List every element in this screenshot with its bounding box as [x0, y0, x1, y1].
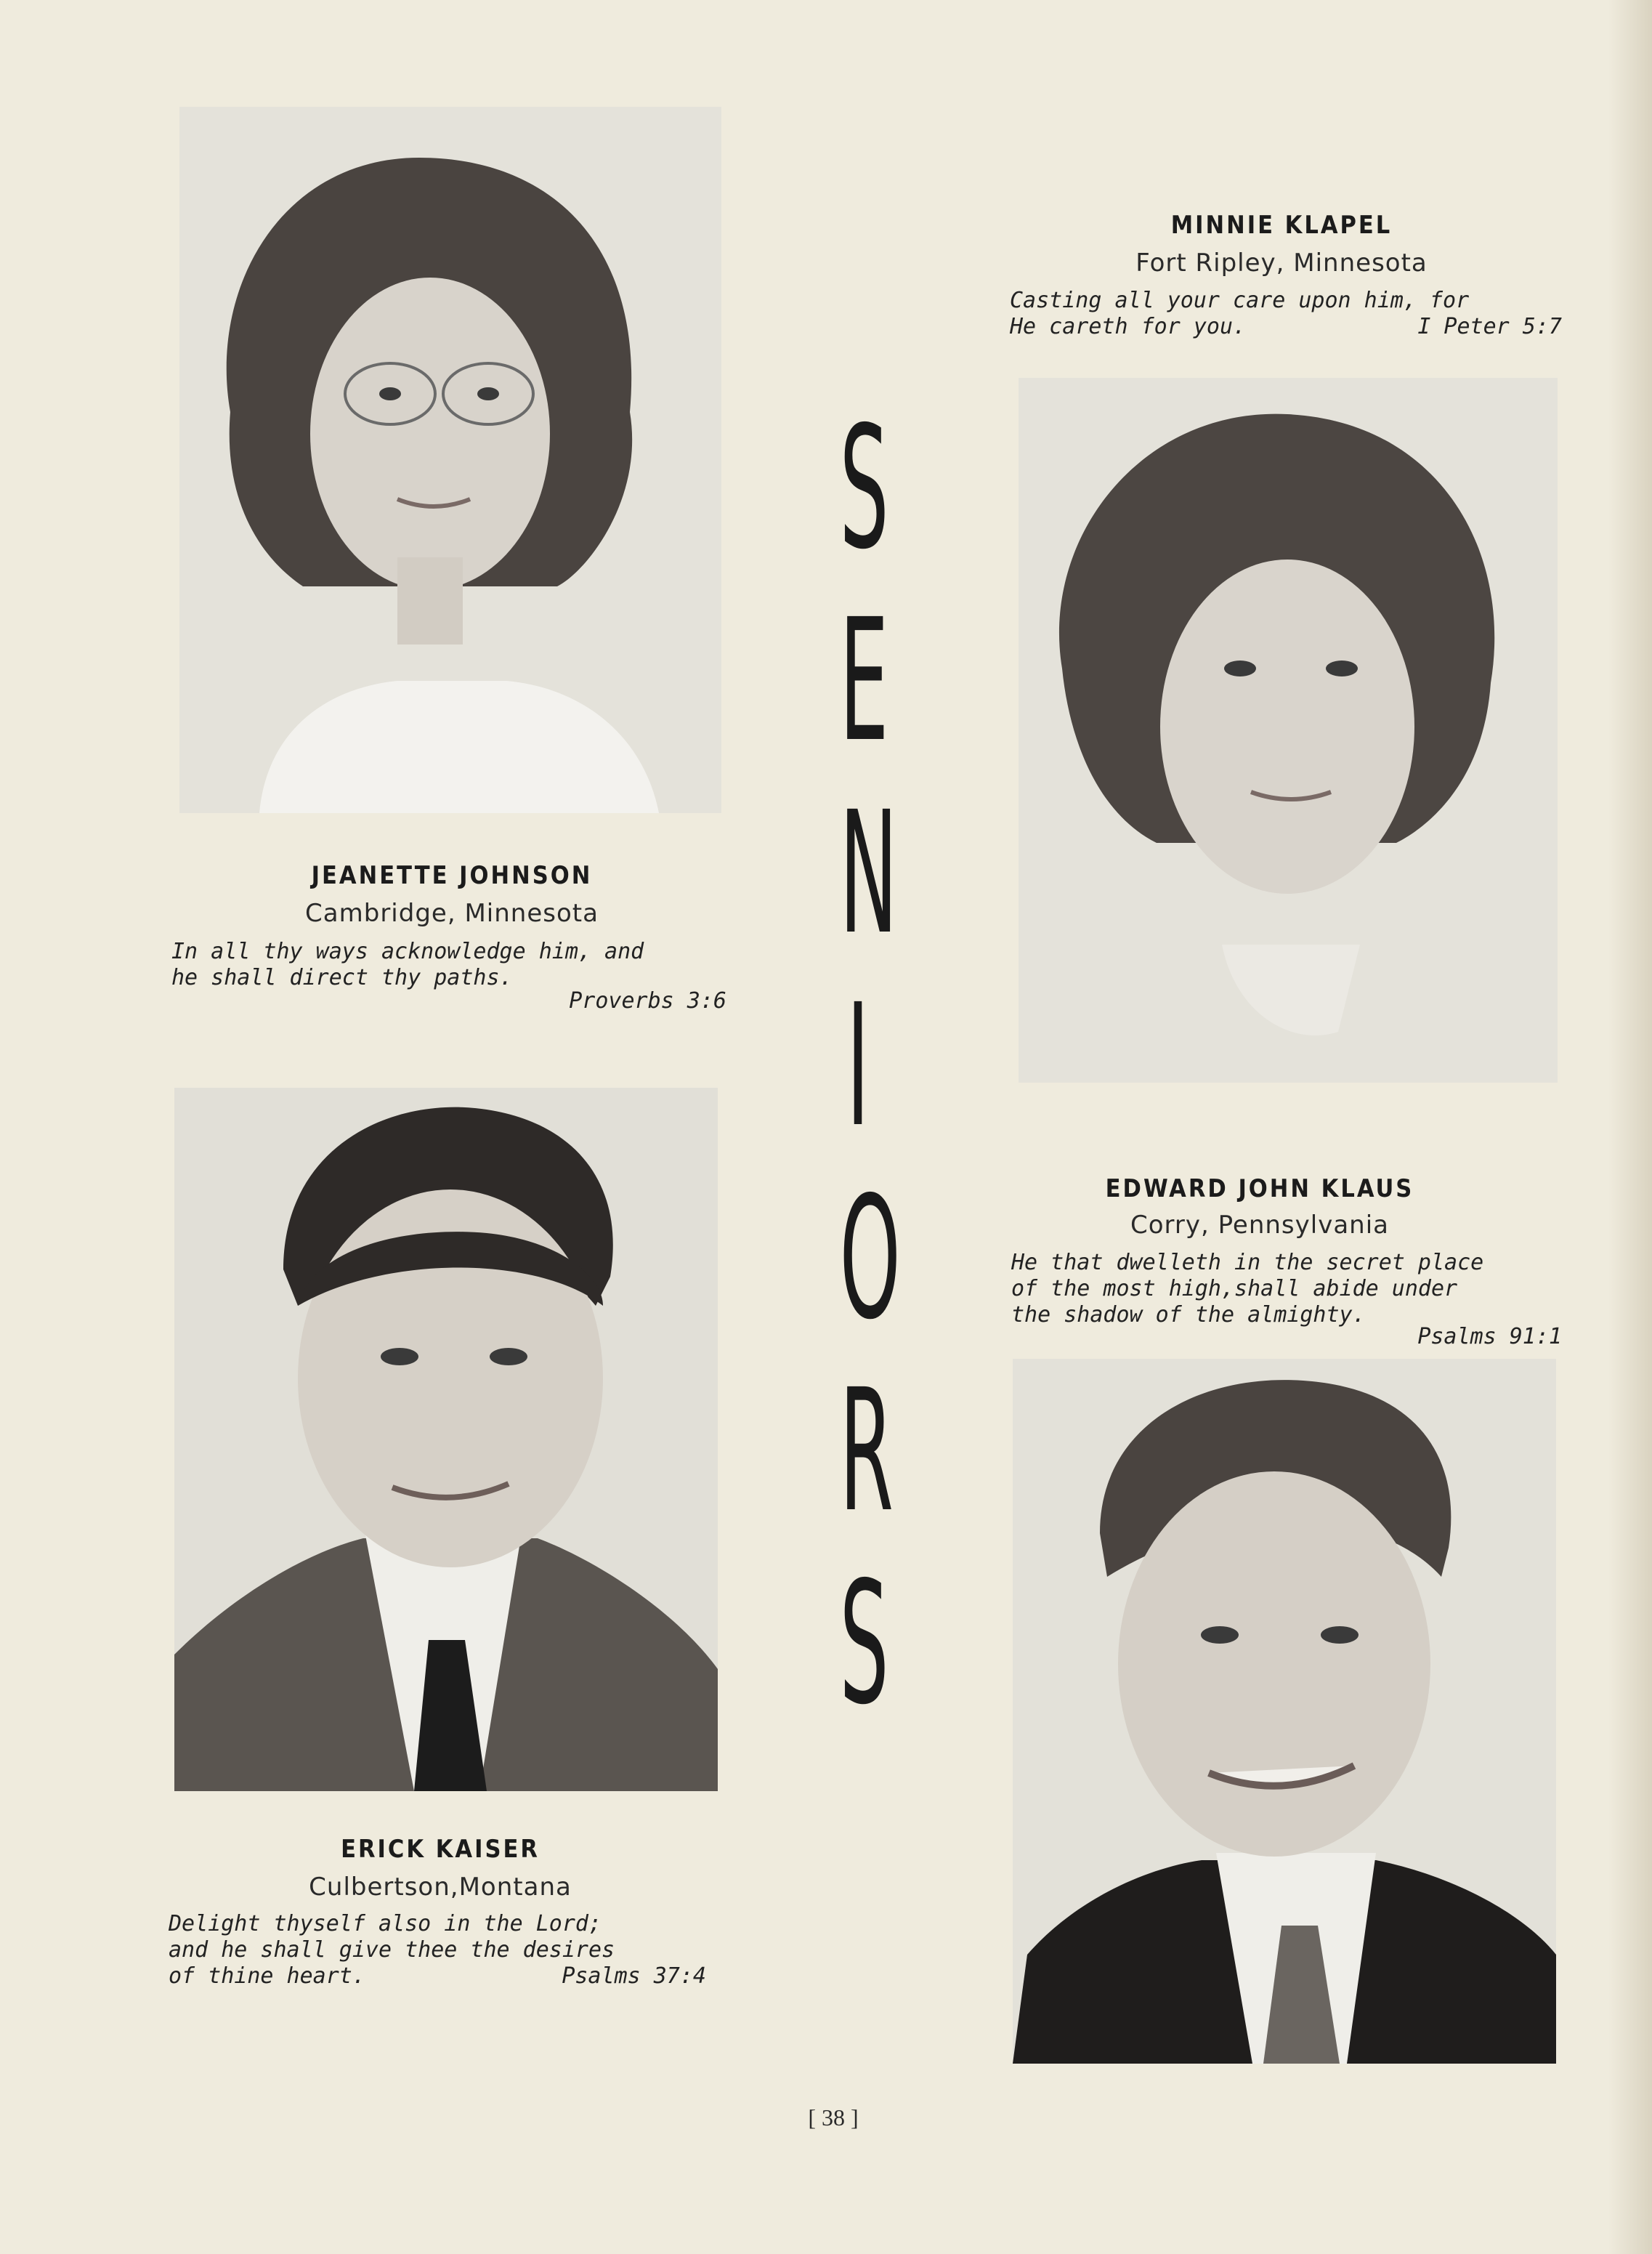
heading-letter: S [839, 390, 889, 586]
portrait-edward-john-klaus [1013, 1359, 1556, 2064]
senior-hometown: Culbertson,Montana [309, 1873, 572, 1902]
heading-letter: R [839, 1353, 894, 1549]
senior-name: JEANETTE JOHNSON [311, 861, 593, 890]
portrait-jeanette-johnson [179, 107, 721, 813]
senior-hometown: Fort Ripley, Minnesota [1135, 249, 1428, 278]
heading-letter: N [839, 775, 898, 972]
page-number: [ 38 ] [808, 2104, 859, 2130]
portrait-erick-kaiser [174, 1088, 718, 1791]
senior-name: ERICK KAISER [341, 1835, 540, 1864]
senior-verse: He that dwelleth in the secret place of the most high,shall abide under the shadow of the almighty. [1011, 1250, 1484, 1328]
senior-verse-reference: I Peter 5:7 [1417, 314, 1562, 339]
senior-hometown: Corry, Pennsylvania [1130, 1211, 1389, 1240]
senior-verse: Casting all your care upon him, for He careth for you. [1010, 288, 1470, 339]
portrait-minnie-klapel [1019, 378, 1558, 1083]
senior-name: MINNIE KLAPEL [1170, 211, 1393, 240]
senior-verse-reference: Psalms 91:1 [1417, 1324, 1562, 1349]
senior-verse: Delight thyself also in the Lord; and he shall give thee the desires of thine heart. [169, 1911, 615, 1989]
heading-letter: E [839, 583, 889, 779]
heading-letter: S [839, 1546, 889, 1742]
heading-letter: I [846, 968, 870, 1164]
senior-verse: In all thy ways acknowledge him, and he shall direct thy paths. [171, 939, 644, 990]
heading-letter: O [839, 1160, 901, 1357]
senior-verse-reference: Psalms 37:4 [562, 1963, 706, 1989]
page-edge-shadow [1608, 0, 1652, 2254]
seniors-vertical-heading [818, 390, 901, 1742]
senior-name: EDWARD JOHN KLAUS [1105, 1174, 1414, 1203]
senior-hometown: Cambridge, Minnesota [305, 899, 599, 928]
senior-verse-reference: Proverbs 3:6 [569, 988, 726, 1014]
